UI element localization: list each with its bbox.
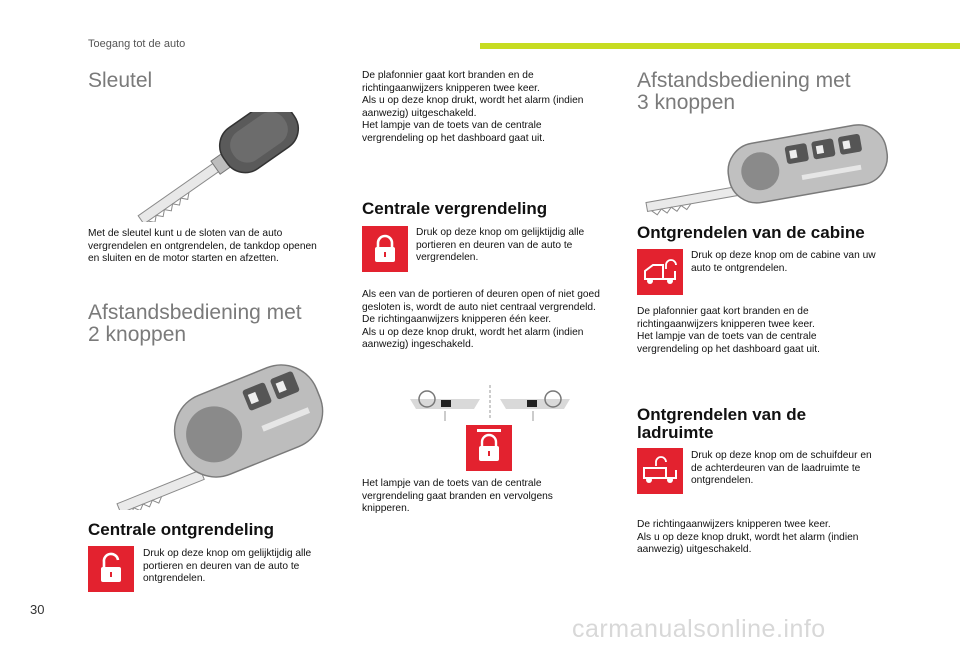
cabin-text: Druk op deze knop om de cabine van uw auto te ontgrendelen. — [691, 250, 876, 274]
lamp-text: Het lampje van de toets van de centrale vergrendeling gaat branden en vervolgens knipperen. — [362, 478, 553, 515]
lock-button-icon — [362, 226, 408, 272]
dashboard-lamp-illustration — [405, 383, 575, 473]
accent-bar — [480, 43, 960, 49]
page-number: 30 — [30, 602, 45, 617]
remote3-title: Afstandsbediening met 3 knoppen — [637, 69, 851, 114]
cargo-text: Druk op deze knop om de schuifdeur en de achterdeuren van de laadruimte te ontgrendelen. — [691, 450, 872, 487]
central-unlock-title: Centrale ontgrendeling — [88, 520, 275, 539]
central-lock-text: Druk op deze knop om gelijktijdig alle portieren en deuren van de auto te vergrendelen. — [416, 227, 585, 264]
cargo-notes: De richtingaanwijzers knipperen twee keer. Als u op deze knop drukt, wordt het alarm (indien aanwezig) uitgeschakeld. — [637, 519, 859, 556]
cargo-unlock-icon — [637, 448, 683, 494]
section-header: Toegang tot de auto — [88, 38, 186, 50]
remote-2-buttons-illustration — [90, 345, 330, 510]
intro-text: De plafonnier gaat kort branden en de richtingaanwijzers knipperen twee keer. Als u op deze knop drukt, wordt het alarm (indien aanwezig) uitgeschakeld. Het lampje van de toets van de centrale vergrendeling op het dashboard gaat uit. — [362, 70, 584, 144]
remote2-title: Afstandsbediening met 2 knoppen — [88, 301, 302, 346]
unlock-button-icon — [88, 546, 134, 592]
cabin-title: Ontgrendelen van de cabine — [637, 223, 865, 242]
key-text: Met de sleutel kunt u de sloten van de auto vergrendelen en ontgrendelen, de tankdop openen en sluiten en de motor starten en afzetten. — [88, 228, 317, 265]
key-illustration — [120, 112, 320, 222]
central-lock-title: Centrale vergrendeling — [362, 199, 548, 218]
watermark: carmanualsonline.info — [572, 615, 826, 643]
key-title: Sleutel — [88, 69, 153, 92]
cargo-title: Ontgrendelen van de ladruimte — [637, 405, 807, 442]
central-unlock-text: Druk op deze knop om gelijktijdig alle portieren en deuren van de auto te ontgrendelen. — [143, 548, 312, 585]
cabin-notes: De plafonnier gaat kort branden en de richtingaanwijzers knipperen twee keer. Het lampje van de toets van de centrale vergrendeling op het dashboard gaat uit. — [637, 306, 820, 355]
remote-3-buttons-illustration — [640, 122, 890, 217]
lock-notes: Als een van de portieren of deuren open of niet goed gesloten is, wordt de auto niet centraal vergrendeld. De richtingaanwijzers knipperen één keer. Als u op deze knop drukt, wordt het alarm (indien aanwezig) ingeschakeld. — [362, 289, 600, 351]
cabin-unlock-icon — [637, 249, 683, 295]
